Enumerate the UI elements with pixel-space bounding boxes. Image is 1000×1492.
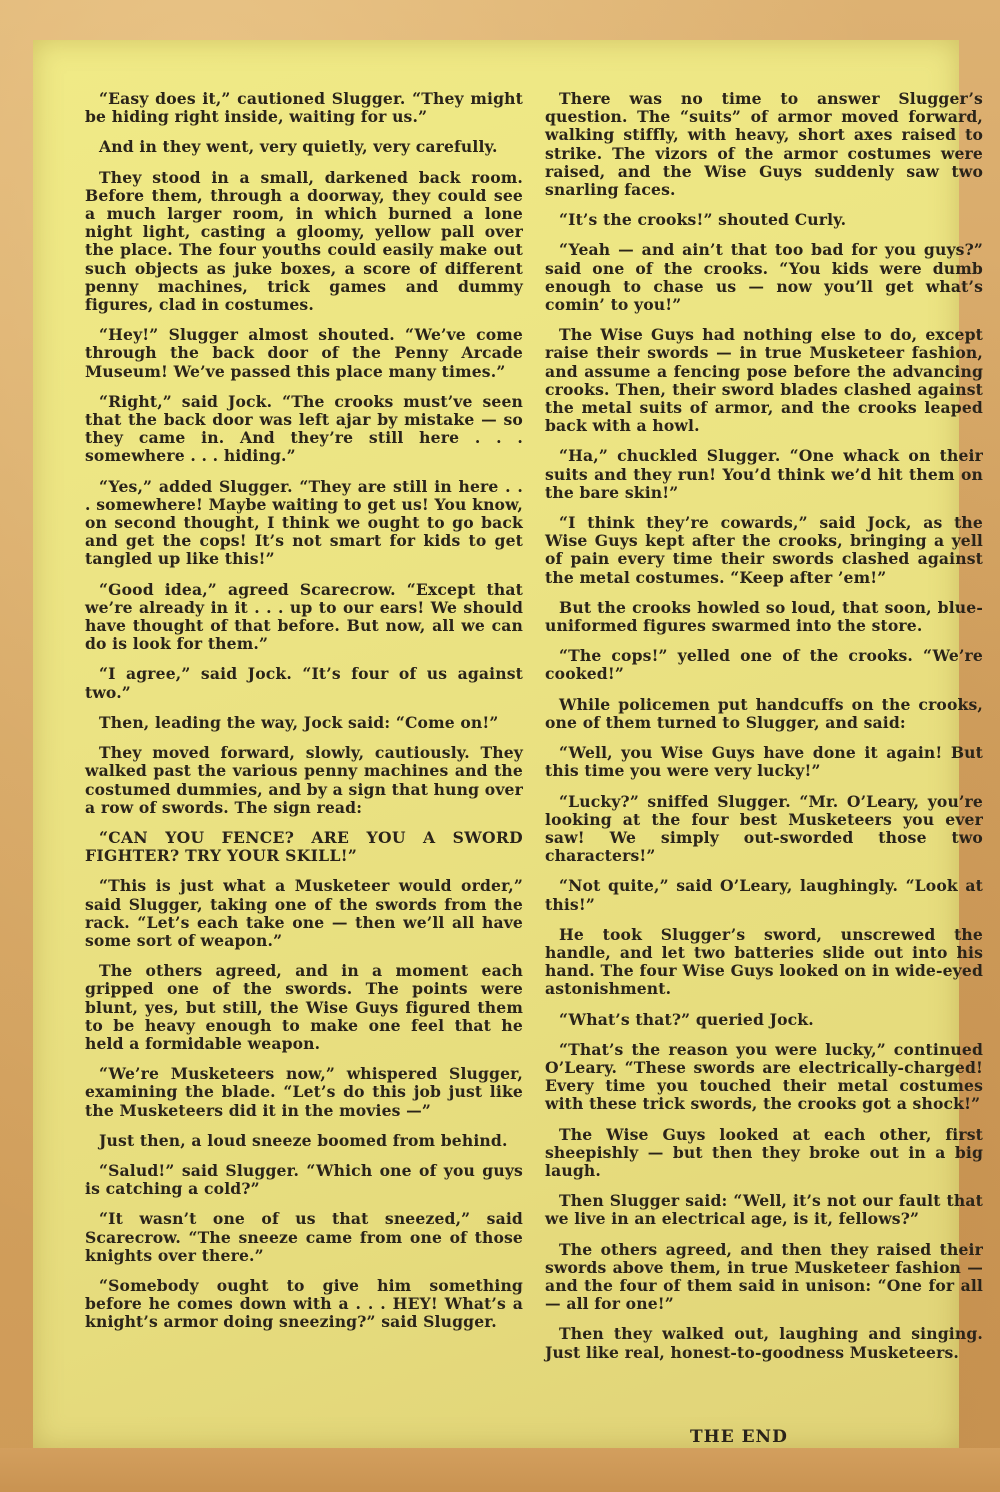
paragraph: But the crooks howled so loud, that soon, blue-uniformed figures swarmed into the store. [545,597,983,636]
paragraph: Then Slugger said: “Well, it’s not our fault that we live in an electrical age, is it, fellows?” [545,1191,983,1229]
paragraph: The others agreed, and in a moment each gripped one of the swords. The points were blunt, yes, but still, the Wise Guys figured them to be heavy enough to make one feel that he held a formidable weapon. [85,961,523,1053]
paragraph: “Well, you Wise Guys have done it again! But this time you were very lucky!” [545,743,983,781]
paragraph: And in they went, very quietly, very carefully. [99,137,498,157]
page-bottom-margin [0,1448,1000,1492]
text-story-panel [33,40,983,1448]
paragraph: “That’s the reason you were lucky,” continued O’Leary. “These swords are electrically-charged! Every time you touched their metal costumes with these trick swords, the crooks got a shock!” [545,1039,983,1114]
paragraph: “We’re Musketeers now,” whispered Slugger, examining the blade. “Let’s do this job just like the Musketeers did it in the movies —” [85,1064,523,1120]
paragraph: “I agree,” said Jock. “It’s four of us against two.” [85,664,523,702]
paragraph: “Yes,” added Slugger. “They are still in here . . . somewhere! Maybe waiting to get us! You know, on second thought, I think we ought to go back and get the cops! It’s not smart for kids to get tangled up like this!” [85,476,523,569]
paragraph: “Salud!” said Slugger. “Which one of you guys is catching a cold?” [85,1160,523,1199]
paragraph: Just then, a loud sneeze boomed from behind. [99,1130,508,1150]
paragraph: “Yeah — and ain’t that too bad for you guys?” said one of the crooks. “You kids were dumb enough to chase us — now you’ll get what’s comin’ to you!” [545,240,983,315]
paragraph: “Good idea,” agreed Scarecrow. “Except that we’re already in it . . . up to our ears! We should have thought of that before. But now, all we can do is look for them.” [85,579,523,654]
paragraph: The Wise Guys looked at each other, first sheepishly — but then they broke out in a big laugh. [545,1124,983,1180]
paragraph: “Somebody ought to give him something before he comes down with a . . . HEY! What’s a knight’s armor doing sneezing?” said Slugger. [85,1275,523,1332]
sword-sign-text: “CAN YOU FENCE? ARE YOU A SWORD FIGHTER? TRY YOUR SKILL!” [85,827,523,866]
paragraph: “Hey!” Slugger almost shouted. “We’ve come through the back door of the Penny Arcade Museum! We’ve passed this place many times.” [85,325,523,381]
paragraph: There was no time to answer Slugger’s question. The “suits” of armor moved forward, walking stiffly, with heavy, short axes raised to strike. The vizors of the armor costumes were raised, and the Wise Guys suddenly saw two snarling faces. [545,89,983,200]
paragraph: While policemen put handcuffs on the crooks, one of them turned to Slugger, and said: [545,694,983,732]
paragraph: “Easy does it,” cautioned Slugger. “They might be hiding right inside, waiting for us.” [85,89,523,127]
paragraph: The Wise Guys had nothing else to do, except raise their swords — in true Musketeer fashion, and assume a fencing pose before the advancing crooks. Then, their sword blades clashed against the metal suits of armor, and the crooks leaped back with a howl. [545,325,983,436]
paragraph: They stood in a small, darkened back room. Before them, through a doorway, they could see a much larger room, in which burned a lone night light, casting a gloomy, yellow pall over the place. The four youths could easily make out such objects as juke boxes, a score of different penny machines, trick games and dummy figures, clad in costumes. [85,167,523,315]
paragraph: “It wasn’t one of us that sneezed,” said Scarecrow. “The sneeze came from one of those knights over there.” [85,1209,523,1265]
paragraph: The others agreed, and then they raised their swords above them, in true Musketeer fashion — and the four of them said in unison: “One for all — all for one!” [545,1239,983,1314]
paragraph: “It’s the crooks!” shouted Curly. [559,210,847,230]
paragraph: “This is just what a Musketeer would order,” said Slugger, taking one of the swords from the rack. “Let’s each take one — then we’ll all have some sort of weapon.” [85,876,523,950]
story-column-right [545,90,983,1374]
the-end-label: THE END [690,1427,788,1447]
paragraph: Then they walked out, laughing and singing. Just like real, honest-to-goodness Musketeers. [545,1324,983,1362]
paragraph: “Ha,” chuckled Slugger. “One whack on their suits and they run! You’d think we’d hit them on the bare skin!” [545,446,983,502]
paragraph: “Not quite,” said O’Leary, laughingly. “Look at this!” [545,876,983,914]
paragraph: “Right,” said Jock. “The crooks must’ve seen that the back door was left ajar by mistake — so they came in. And they’re still here . . . somewhere . . . hiding.” [85,391,523,466]
paragraph: “What’s that?” queried Jock. [559,1009,814,1029]
paragraph: He took Slugger’s sword, unscrewed the handle, and let two batteries slide out into his hand. The four Wise Guys looked on in wide-eyed astonishment. [545,924,983,999]
paragraph: “Lucky?” sniffed Slugger. “Mr. O’Leary, you’re looking at the four best Musketeers you ever saw! We simply out-sworded those two characters!” [545,791,983,866]
story-column-left [85,90,523,1344]
paragraph: “I think they’re cowards,” said Jock, as the Wise Guys kept after the crooks, bringing a yell of pain every time their swords clashed against the metal costumes. “Keep after ’em!” [545,513,983,587]
paragraph: Then, leading the way, Jock said: “Come on!” [99,712,499,732]
paragraph: They moved forward, slowly, cautiously. They walked past the various penny machines and the costumed dummies, and by a sign that hung over a row of swords. The sign read: [85,743,523,817]
paragraph: “The cops!” yelled one of the crooks. “We’re cooked!” [545,646,983,684]
